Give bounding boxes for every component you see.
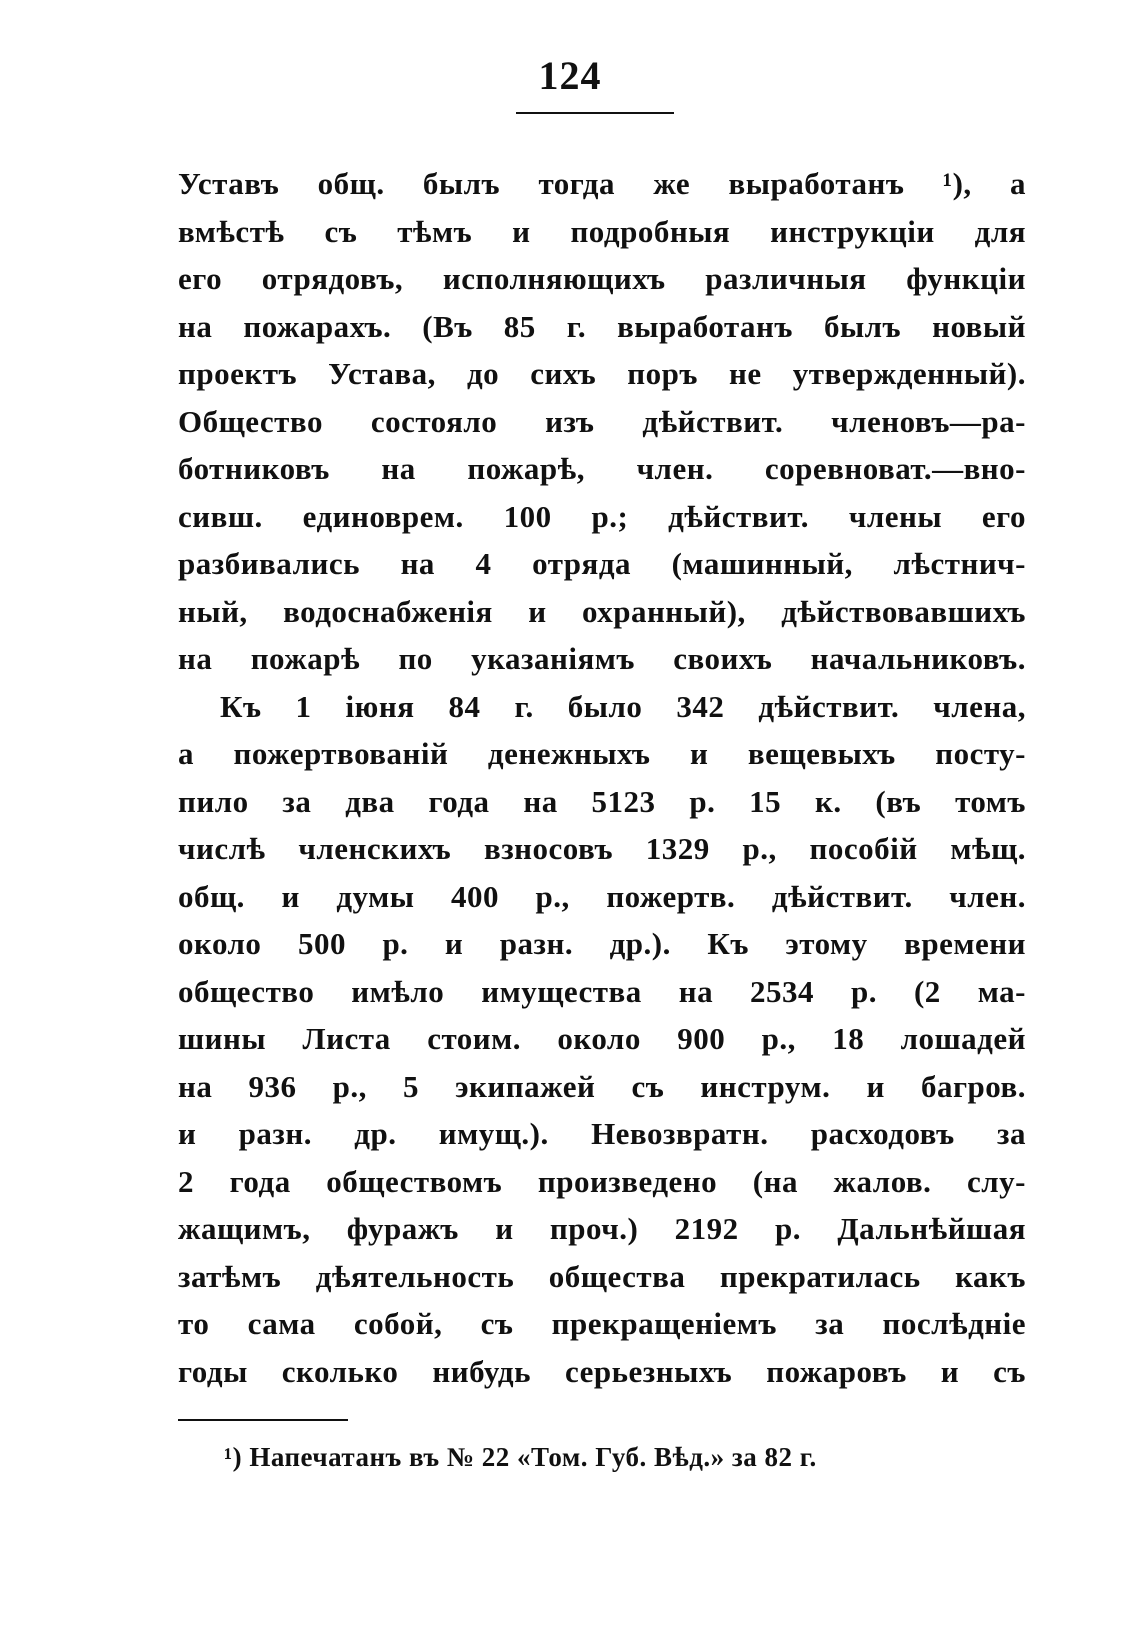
text-line: ботниковъ на пожарѣ, член. соревноват.—вно- [178, 451, 1026, 486]
paragraph-2 [178, 683, 1026, 1396]
body-text [178, 160, 1026, 1395]
text-line: на пожарѣ по указаніямъ своихъ начальниковъ. [178, 641, 1026, 676]
paragraph-1 [178, 160, 1026, 683]
text-line: вмѣстѣ съ тѣмъ и подробныя инструкціи для [178, 213, 1026, 249]
text-line: числѣ членскихъ взносовъ 1329 р., пособій мѣщ. [178, 831, 1026, 866]
text-line: на 936 р., 5 экипажей съ инструм. и багров. [178, 1068, 1026, 1104]
text-line: Уставъ общ. былъ тогда же выработанъ ¹), а [178, 166, 1026, 201]
text-line: сивш. единоврем. 100 р.; дѣйствит. члены его [178, 498, 1026, 534]
text-line: его отрядовъ, исполняющихъ различныя функціи [178, 261, 1026, 296]
text-line: ный, водоснабженія и охранный), дѣйствовавшихъ [178, 593, 1026, 629]
text-line: 2 года обществомъ произведено (на жалов. слу- [178, 1163, 1026, 1199]
footnote: ¹) Напечатанъ въ № 22 «Том. Губ. Вѣд.» за 82 г. [224, 1442, 817, 1472]
text-line: жащимъ, фуражъ и проч.) 2192 р. Дальнѣйшая [178, 1211, 1026, 1246]
page-number-rule [516, 112, 674, 114]
text-line: на пожарахъ. (Въ 85 г. выработанъ былъ новый [178, 308, 1026, 344]
text-line: годы сколько нибудь серьезныхъ пожаровъ и съ [178, 1353, 1026, 1389]
page-number: 124 [538, 53, 602, 98]
text-line: а пожертвованій денежныхъ и вещевыхъ посту- [178, 736, 1026, 771]
text-line: пило за два года на 5123 р. 15 к. (въ томъ [178, 783, 1026, 819]
text-line: то сама собой, съ прекращеніемъ за послѣдніе [178, 1306, 1026, 1341]
text-line: Къ 1 іюня 84 г. было 342 дѣйствит. члена, [220, 688, 1026, 724]
text-line: около 500 р. и разн. др.). Къ этому времени [178, 926, 1026, 961]
text-line: и разн. др. имущ.). Невозвратн. расходовъ за [178, 1116, 1026, 1151]
text-line: затѣмъ дѣятельность общества прекратилась какъ [178, 1258, 1026, 1294]
text-line: шины Листа стоим. около 900 р., 18 лошадей [178, 1021, 1026, 1056]
footnote-rule [178, 1419, 348, 1421]
text-line: общество имѣло имущества на 2534 р. (2 ма- [178, 973, 1026, 1009]
text-line: проектъ Устава, до сихъ поръ не утвержденный). [178, 356, 1026, 391]
text-line: общ. и думы 400 р., пожертв. дѣйствит. член. [178, 878, 1026, 914]
text-line: Общество состояло изъ дѣйствит. членовъ—ра- [178, 403, 1026, 439]
text-line: разбивались на 4 отряда (машинный, лѣстнич- [178, 546, 1026, 581]
